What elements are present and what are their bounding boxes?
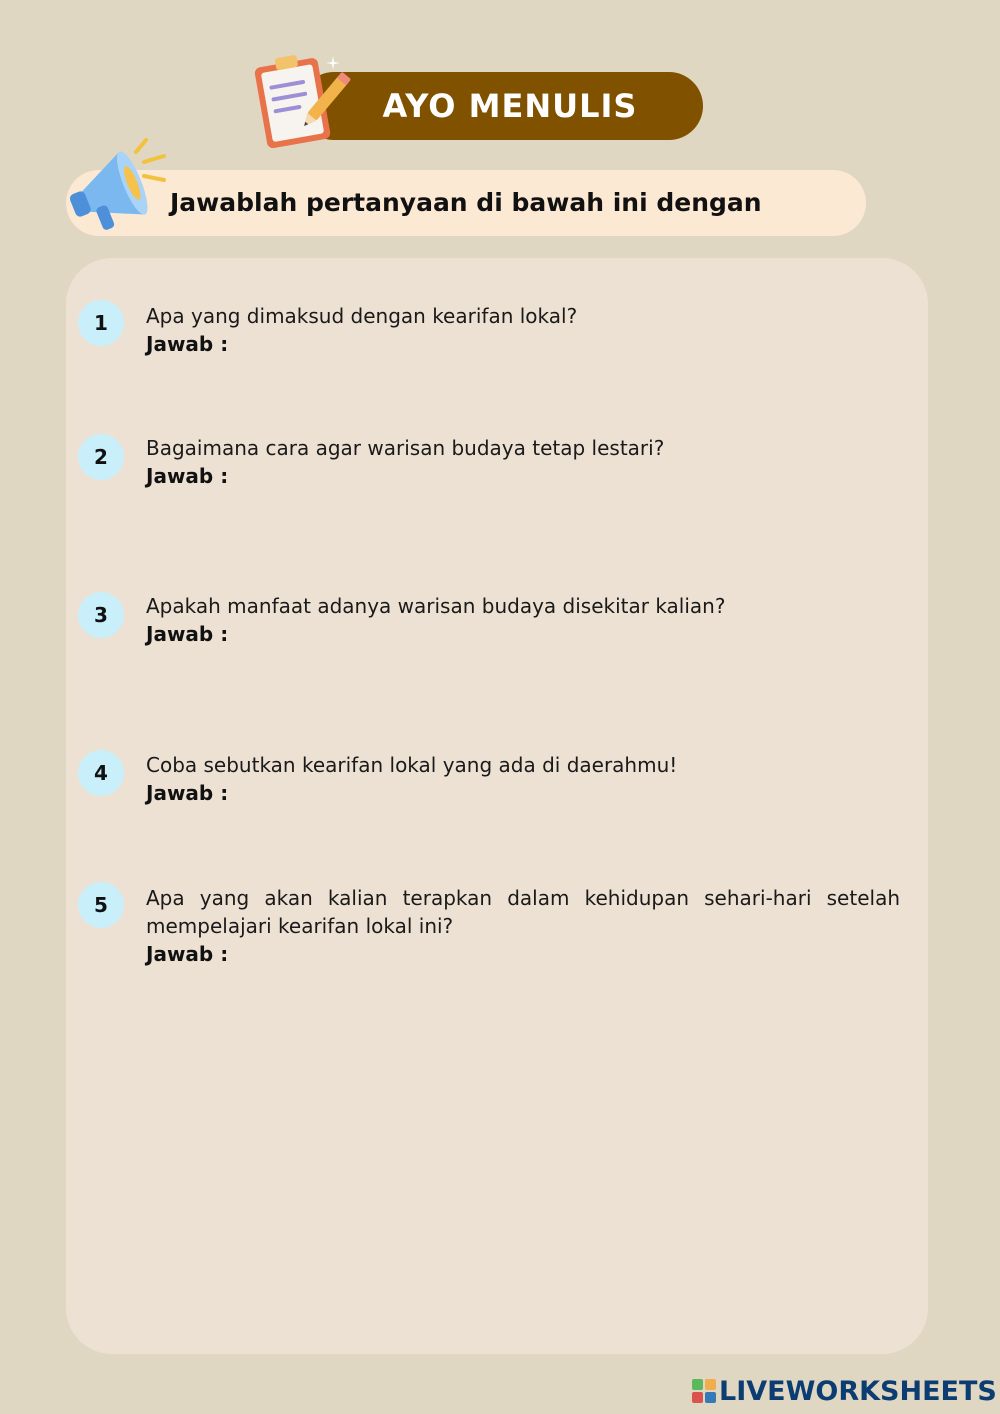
answer-label[interactable]: Jawab : bbox=[146, 464, 229, 488]
question-text: Coba sebutkan kearifan lokal yang ada di daerahmu! bbox=[146, 753, 678, 777]
question-text: Bagaimana cara agar warisan budaya tetap lestari? bbox=[146, 436, 665, 460]
answer-label[interactable]: Jawab : bbox=[146, 781, 229, 805]
answer-label[interactable]: Jawab : bbox=[146, 332, 229, 356]
question-text: Apa yang akan kalian terapkan dalam kehidupan sehari-hari setelah mempelajari kearifan lokal ini? bbox=[146, 886, 900, 938]
liveworksheets-brand bbox=[692, 1376, 997, 1406]
question-number-badge: 1 bbox=[78, 300, 124, 346]
page-title: AYO MENULIS bbox=[382, 87, 638, 125]
question-text: Apa yang dimaksud dengan kearifan lokal? bbox=[146, 304, 578, 328]
liveworksheets-logo-icon bbox=[692, 1379, 716, 1403]
question-number-badge: 3 bbox=[78, 592, 124, 638]
question-number-badge: 4 bbox=[78, 750, 124, 796]
sparkle-icon bbox=[326, 56, 340, 70]
brand-name: LIVEWORKSHEETS bbox=[719, 1375, 997, 1407]
instruction-text: Jawablah pertanyaan di bawah ini dengan bbox=[170, 188, 762, 217]
megaphone-icon bbox=[60, 132, 180, 236]
question-number-badge: 5 bbox=[78, 882, 124, 928]
question-text: Apakah manfaat adanya warisan budaya disekitar kalian? bbox=[146, 594, 726, 618]
question-number-badge: 2 bbox=[78, 434, 124, 480]
answer-label[interactable]: Jawab : bbox=[146, 942, 229, 966]
answer-label[interactable]: Jawab : bbox=[146, 622, 229, 646]
